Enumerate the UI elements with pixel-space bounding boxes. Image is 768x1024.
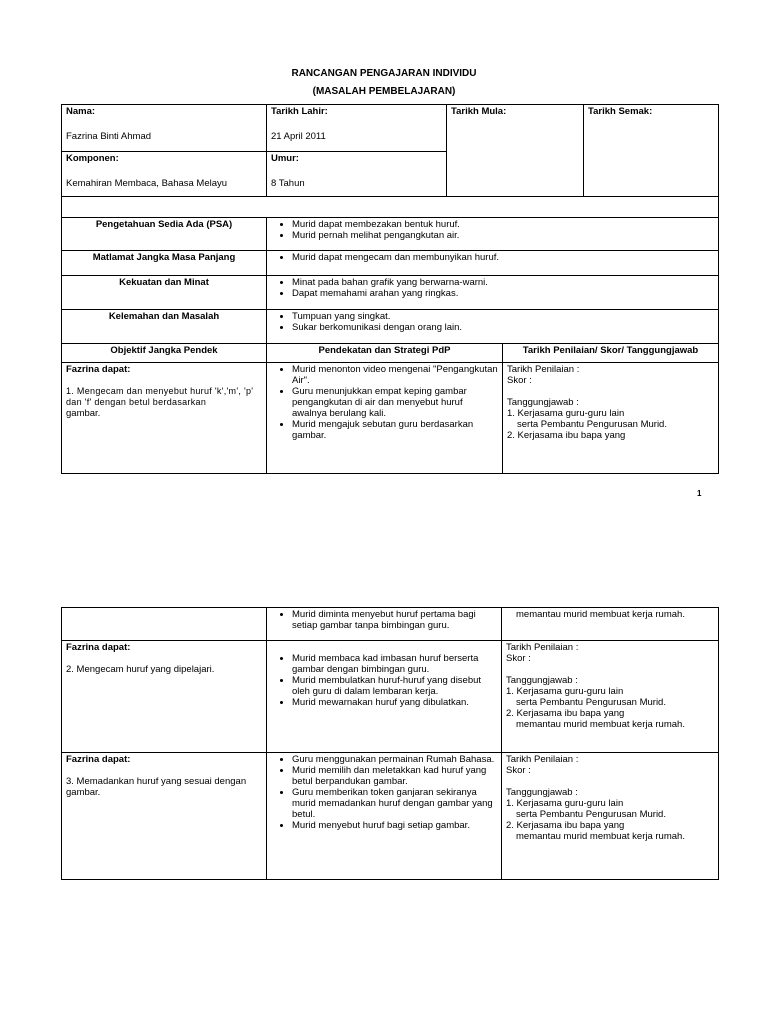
list-item: • Murid mewarnakan huruf yang dibulatkan. (292, 697, 497, 708)
obj1-strategy-cell (267, 363, 503, 474)
komponen-cell (62, 152, 267, 197)
obj3-cell (62, 753, 267, 880)
nama-label: Nama: (66, 106, 96, 117)
skor-label: Skor : (506, 653, 531, 664)
umur-label: Umur: (271, 153, 299, 164)
document-subtitle: (MASALAH PEMBELAJARAN) (312, 86, 456, 97)
continuation-empty-cell (62, 608, 267, 641)
fazrina-dapat-label: Fazrina dapat: (66, 754, 131, 765)
tanggungjawab-label: Tanggungjawab : (506, 787, 578, 798)
matlamat-items (267, 251, 719, 276)
spacer-row (62, 197, 719, 218)
col-pendekatan-header: Pendekatan dan Strategi PdP (267, 344, 503, 363)
obj1-text: 1. Mengecam dan menyebut huruf 'k','m', 'p' dan 'f' dengan betul berdasarkan (66, 386, 254, 407)
col-objektif-header: Objektif Jangka Pendek (62, 344, 267, 363)
list-item: • Tumpuan yang singkat. (292, 311, 714, 322)
kelemahan-items (267, 310, 719, 344)
list-item: • Guru menggunakan permainan Rumah Bahasa. (292, 754, 497, 765)
continuation-assessment-cell (502, 608, 719, 641)
list-item: • Guru menunjukkan empat keping gambar pengangkutan di air dan menyebut huruf awalnya berulang kali. (292, 386, 498, 419)
list-item: • Murid dapat mengecam dan membunyikan huruf. (292, 252, 714, 263)
kerjasama-2: 2. Kerjasama ibu bapa yang (506, 820, 625, 831)
obj1-text-cont: gambar. (66, 408, 101, 419)
kelemahan-label: Kelemahan dan Masalah (62, 310, 267, 344)
nama-value: Fazrina Binti Ahmad (66, 131, 152, 142)
umur-value: 8 Tahun (271, 178, 305, 189)
obj2-strategy-cell (267, 641, 502, 753)
continuation-strategy-cell (267, 608, 502, 641)
tarikh-semak-label: Tarikh Semak: (588, 106, 653, 117)
tarikh-lahir-value: 21 April 2011 (271, 131, 326, 142)
kerjasama-1: 1. Kerjasama guru-guru lain (507, 408, 625, 419)
psa-label: Pengetahuan Sedia Ada (PSA) (62, 218, 267, 251)
obj3-text: 3. Memadankan huruf yang sesuai dengan gambar. (66, 776, 247, 798)
list-item: • Murid membulatkan huruf-huruf yang disebut oleh guru di dalam lembaran kerja. (292, 675, 497, 697)
tarikh-penilaian-label: Tarikh Penilaian : (506, 754, 579, 765)
obj3-assessment-cell (502, 753, 719, 880)
obj3-strategy-cell (267, 753, 502, 880)
kerjasama-1b: serta Pembantu Pengurusan Murid. (516, 697, 666, 708)
tarikh-lahir-label: Tarikh Lahir: (271, 106, 328, 117)
tarikh-penilaian-label: Tarikh Penilaian : (506, 642, 579, 653)
komponen-value: Kemahiran Membaca, Bahasa Melayu (66, 178, 228, 189)
obj1-assessment-cell (503, 363, 719, 474)
nama-cell (62, 105, 267, 152)
psa-items (267, 218, 719, 251)
skor-label: Skor : (507, 375, 532, 386)
tarikh-mula-label: Tarikh Mula: (451, 106, 507, 117)
list-item: • Murid menyebut huruf bagi setiap gambar. (292, 820, 497, 831)
tarikh-semak-cell (584, 105, 719, 197)
komponen-label: Komponen: (66, 153, 119, 164)
rpi-table-page1 (61, 104, 719, 474)
obj2-assessment-cell (502, 641, 719, 753)
kerjasama-2: 2. Kerjasama ibu bapa yang (507, 430, 626, 441)
fazrina-dapat-label: Fazrina dapat: (66, 642, 131, 653)
kerjasama-2: 2. Kerjasama ibu bapa yang (506, 708, 625, 719)
kekuatan-items (267, 276, 719, 310)
fazrina-dapat-label: Fazrina dapat: (66, 364, 131, 375)
list-item: • Murid membaca kad imbasan huruf berserta gambar dengan bimbingan guru. (292, 653, 497, 675)
tarikh-lahir-cell (267, 105, 447, 152)
obj1-cell (62, 363, 267, 474)
obj2-cell (62, 641, 267, 753)
kerjasama-1: 1. Kerjasama guru-guru lain (506, 798, 624, 809)
col-tarikh-header: Tarikh Penilaian/ Skor/ Tanggungjawab (503, 344, 719, 363)
skor-label: Skor : (506, 765, 531, 776)
tanggungjawab-label: Tanggungjawab : (506, 675, 578, 686)
matlamat-label: Matlamat Jangka Masa Panjang (62, 251, 267, 276)
list-item: • Sukar berkomunikasi dengan orang lain. (292, 322, 714, 333)
list-item: • Murid memilih dan meletakkan kad huruf yang betul berpandukan gambar. (292, 765, 497, 787)
memantau-text: memantau murid membuat kerja rumah. (516, 831, 685, 842)
memantau-text: memantau murid membuat kerja rumah. (516, 609, 685, 620)
list-item: • Murid dapat membezakan bentuk huruf. (292, 219, 714, 230)
page-number: 1 (697, 489, 702, 498)
rpi-table-page2 (61, 607, 719, 880)
kerjasama-1: 1. Kerjasama guru-guru lain (506, 686, 624, 697)
list-item: • Murid mengajuk sebutan guru berdasarkan gambar. (292, 419, 498, 441)
tanggungjawab-label: Tanggungjawab : (507, 397, 579, 408)
list-item: • Murid diminta menyebut huruf pertama bagi setiap gambar tanpa bimbingan guru. (292, 609, 497, 631)
list-item: • Guru memberikan token ganjaran sekiranya murid memadankan huruf dengan gambar yang betul. (292, 787, 497, 820)
kerjasama-1b: serta Pembantu Pengurusan Murid. (516, 809, 666, 820)
memantau-text: memantau murid membuat kerja rumah. (516, 719, 685, 730)
list-item: • Dapat memahami arahan yang ringkas. (292, 288, 714, 299)
umur-cell (267, 152, 447, 197)
kerjasama-1b: serta Pembantu Pengurusan Murid. (517, 419, 667, 430)
tarikh-penilaian-label: Tarikh Penilaian : (507, 364, 580, 375)
document-title: RANCANGAN PENGAJARAN INDIVIDU (291, 68, 477, 79)
list-item: • Murid pernah melihat pengangkutan air. (292, 230, 714, 241)
list-item: • Murid menonton video mengenai "Pengangkutan Air". (292, 364, 498, 386)
kekuatan-label: Kekuatan dan Minat (62, 276, 267, 310)
obj2-text: 2. Mengecam huruf yang dipelajari. (66, 664, 215, 675)
list-item: • Minat pada bahan grafik yang berwarna-warni. (292, 277, 714, 288)
tarikh-mula-cell (447, 105, 584, 197)
